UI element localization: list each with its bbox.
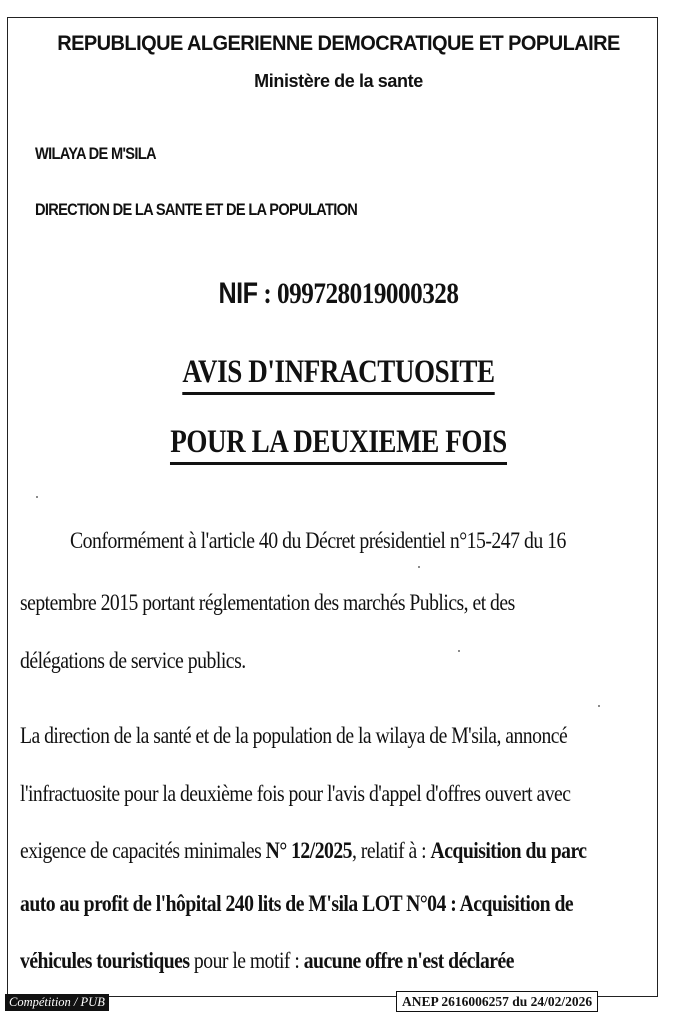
paragraph-1-line-1: Conformément à l'article 40 du Décret présidentiel n°15-247 du 16 [70, 528, 566, 553]
paragraph-1-line-2: septembre 2015 portant réglementation des marchés Publics, et des [20, 590, 515, 615]
scan-speck [598, 705, 600, 707]
nif-separator: : [257, 277, 278, 310]
relative-text: , relatif à : [351, 838, 431, 863]
title-line-1 [61, 354, 616, 391]
paragraph-2-line-1: La direction de la santé et de la population de la wilaya de M'sila, annoncé [20, 723, 568, 748]
paragraph-2-line-2: l'infractuosite pour la deuxième fois pour l'avis d'appel d'offres ouvert avec [20, 781, 571, 806]
title-line-2-text: POUR LA DEUXIEME FOIS [170, 424, 506, 465]
vehicles-text: véhicules touristiques [20, 948, 190, 973]
scan-speck [36, 496, 38, 498]
acquisition-text: Acquisition du parc [430, 838, 587, 863]
paragraph-2-line-4: auto au profit de l'hôpital 240 lits de M'sila LOT N°04 : Acquisition de [20, 891, 574, 916]
wilaya-line: WILAYA DE M'SILA [35, 144, 156, 163]
republic-header: REPUBLIQUE ALGERIENNE DEMOCRATIQUE ET POPULAIRE [57, 31, 620, 55]
title-line-1-text: AVIS D'INFRACTUOSITE [182, 354, 494, 395]
competition-tag: Compétition / PUB [5, 994, 109, 1011]
capacity-text: exigence de capacités minimales [20, 838, 266, 863]
tender-number: N° 12/2025 [265, 838, 352, 863]
scan-speck [418, 566, 420, 568]
ministry-header: Ministère de la sante [254, 71, 423, 91]
nif-line [54, 277, 623, 311]
motif-text: pour le motif : [189, 948, 304, 973]
paragraph-1-line-3: délégations de service publics. [20, 648, 246, 673]
paragraph-2-line-5 [20, 948, 562, 974]
scan-speck [458, 650, 460, 652]
title-line-2 [61, 424, 616, 461]
reason-text: aucune offre n'est déclarée [303, 948, 514, 973]
anep-reference: ANEP 2616006257 du 24/02/2026 [396, 991, 598, 1012]
nif-value: 099728019000328 [277, 277, 459, 310]
nif-label: NIF [218, 277, 258, 310]
direction-line: DIRECTION DE LA SANTE ET DE LA POPULATION [35, 200, 358, 219]
paragraph-2-line-3 [20, 838, 587, 864]
